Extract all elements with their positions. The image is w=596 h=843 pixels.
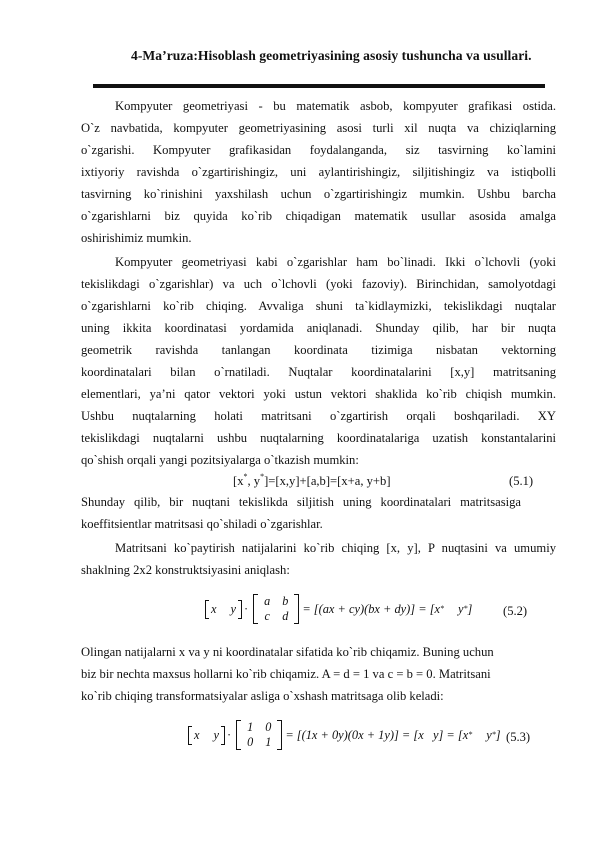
row-vector: x y [205, 602, 242, 617]
paragraph-line: o`zgarishlarni biz quyida ko`rib chiqadigan matematik usullar asosida amalga [81, 209, 556, 223]
paragraph-line: koeffitsientlar matritsasi qo`shiladi o`zgarishlar. [81, 517, 323, 531]
equation-5-1: [x*, y*]=[x,y]+[a,b]=[x+a, y+b] [233, 472, 391, 488]
title-underline [93, 84, 545, 88]
paragraph-line: tekislikdagi o`zgarishlar) va uch o`lchovli (yoki fazoviy). Birinchidan, samolyotdagi [81, 277, 556, 291]
equation-5-2: x y · a b c d = [(ax + cy)(bx + dy)] = [x * y * ] [205, 592, 472, 626]
paragraph-line: shaklning 2x2 konstruktsiyasini aniqlash: [81, 563, 290, 577]
paragraph-line: oshirishimiz mumkin. [81, 231, 192, 245]
identity-matrix: 1 0 0 1 [236, 720, 282, 750]
paragraph-line: Matritsani ko`paytirish natijalarini ko`rib chiqing [x, y], P nuqtasini va umumiy [115, 541, 556, 555]
paragraph-line: ko`rib chiqing transformatsiyalar asliga o`xshash matritsaga olib keladi: [81, 689, 444, 703]
paragraph-line: Shunday qilib, bir nuqtani tekislikda siljitish uning koordinatalari matritsasiga [81, 495, 521, 509]
paragraph-line: Kompyuter geometriyasi kabi o`zgarishlar ham bo`linadi. Ikki o`lchovli (yoki [115, 255, 556, 269]
paragraph-line: Kompyuter geometriyasi - bu matematik asbob, kompyuter grafikasi ostida. [115, 99, 556, 113]
paragraph-line: Ushbu nuqtalarning holati matritsani o`zgartirish orqali boshqariladi. XY [81, 409, 556, 423]
equation-number: (5.2) [503, 604, 528, 618]
paragraph-line: o`zgarishlarni ko`rib chiqing. Avvaliga shuni ta`kidlaymizki, tekislikdagi nuqtalar [81, 299, 556, 313]
page-title: 4-Ma’ruza:Hisoblash geometriyasining asosiy tushuncha va usullari. [131, 48, 532, 63]
equation-number: (5.1) [509, 474, 534, 488]
paragraph-line: elementlari, ya’ni qator vektori yoki ustun vektori shaklida ko`rib chiqish mumkin. [81, 387, 556, 401]
paragraph-line: tekislikdagi nuqtalarni ushbu nuqtalarning koordinatalariga uzatish konstantalarini [81, 431, 556, 445]
row-vector: x y [188, 728, 225, 743]
paragraph-line: tasvirning ko`rinishini yaxshilash uchun o`zgartirishingiz mumkin. Ushbu barcha [81, 187, 556, 201]
equation-number: (5.3) [506, 730, 531, 744]
equation-5-3: x y · 1 0 0 1 = [(1x + 0y)(0x + 1y)] = [x y] = [x * y * ] [188, 718, 501, 752]
matrix-2x2: a b c d [253, 594, 299, 624]
paragraph-line: biz bir nechta maxsus hollarni ko`rib chiqamiz. A = d = 1 va c = b = 0. Matritsani [81, 667, 491, 681]
paragraph-line: koordinatalari bilan o`rnatiladi. Nuqtalar koordinatalarini [x,y] matritsaning [81, 365, 556, 379]
paragraph-line: geometrik ravishda tanlangan koordinata tizimiga nisbatan vektorning [81, 343, 556, 357]
paragraph-line: qo`shish orqali yangi pozitsiyalarga o`tkazish mumkin: [81, 453, 359, 467]
paragraph-line: uning ikkita koordinatasi yordamida aniqlanadi. Shunday qilib, har bir nuqta [81, 321, 556, 335]
paragraph-line: Olingan natijalarni x va y ni koordinatalar sifatida ko`rib chiqamiz. Buning uchun [81, 645, 494, 659]
paragraph-line: o`zgarishi. Kompyuter grafikasidan foydalanganda, siz tasvirning ko`lamini [81, 143, 556, 157]
paragraph-line: ixtiyoriy ravishda o`zgartirishingiz, uni aylantirishingiz, siljitishingiz va istiqbolli [81, 165, 556, 179]
paragraph-line: O`z navbatida, kompyuter geometriyasining asosi turli xil nuqta va chiziqlarning [81, 121, 556, 135]
